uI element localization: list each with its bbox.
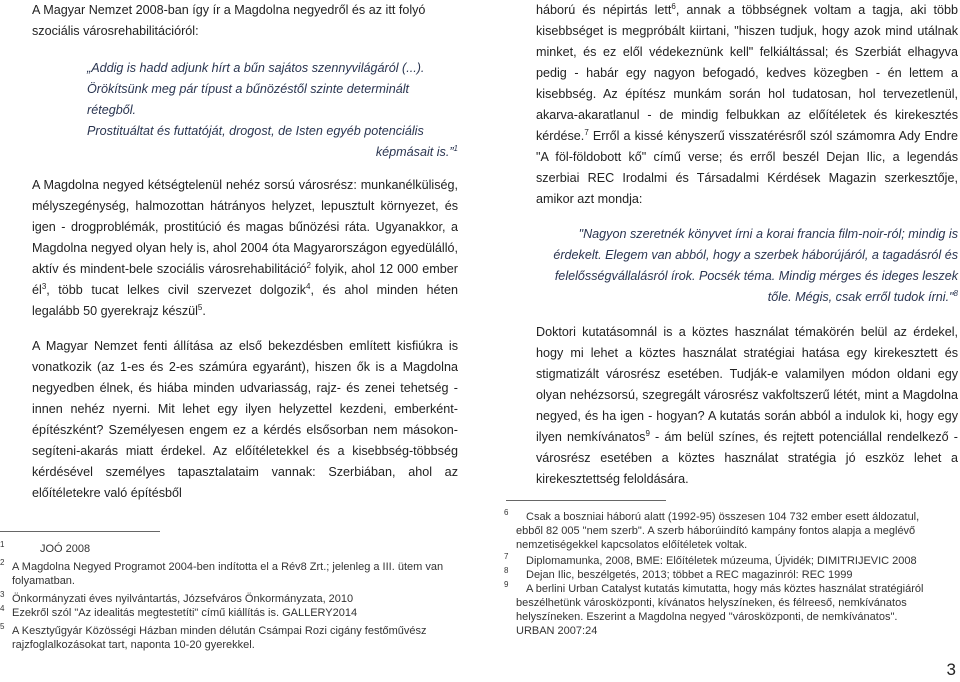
footnote-divider — [0, 531, 160, 532]
quote-line-text: képmásait is.” — [375, 145, 454, 159]
intro-paragraph: A Magyar Nemzet 2008-ban így ír a Magdolna negyedről és az itt folyó szociális városrehabilitációról: — [32, 3, 426, 38]
footnote-text: Önkormányzati éves nyilvántartás, Józsefváros Önkormányzata, 2010 — [12, 593, 354, 605]
footnote-text: Csak a boszniai háború alatt (1992-95) összesen 104 732 ember esett áldozatul, ebből 82 005 "nem szerb". A szerb háborúindító kampány fontos alapja a meglévő nemzetiségekkel kapcsolatos előítéletek voltak. — [516, 511, 920, 551]
text-run: - ám belül színes, és rejtett potenciállal rendelkező - városrész esetében a köztes használat stratégia jó eszköz lehet a kirekesztettség feloldására. — [536, 430, 958, 486]
footnote-text: A Kesztyűgyár Közösségi Házban minden délután Csámpai Rozi cigány festőművész rajzfoglalkozásokat tart, naponta 10-20 gyerekkel. — [12, 625, 427, 651]
quote-line: Örökítsünk meg pár típust a bűnözéstől szinte determinált rétegből. — [87, 82, 410, 117]
footnote-ref: 4 — [306, 281, 311, 291]
quote-line-last — [87, 142, 458, 163]
text-run: Erről a kissé kényszerű visszatérésről szól számomra Ady Endre "A föl-földobott kő" című verse; és erről beszél Dejan Ilic, a legendás szerbiai REC Irodalmi és Társadalmi Kérdések Magazin szerkesztője, amikor azt mondja: — [536, 129, 958, 206]
footnote-divider — [506, 500, 666, 501]
footnote-number: 7 — [504, 552, 509, 561]
page-number: 3 — [946, 660, 956, 679]
footnote-text: A Magdolna Negyed Programot 2004-ben indította el a Rév8 Zrt.; jelenleg a III. ütem van folyamatban. — [12, 561, 444, 587]
footnote — [0, 606, 452, 620]
footnotes-left — [0, 542, 452, 652]
footnote-ref: 8 — [953, 288, 958, 298]
footnote-text: JOÓ 2008 — [40, 543, 91, 555]
text-run: , annak a többségnek voltam a tagja, aki több kisebbséget is megpróbált kiirtani, "hiszen tudjuk, hogy azok mind utálnak minket, és ez elől védekeznünk kell" felkiáltással; és Szerbiát elhagyva pedig - habár egy nagyon befogadó, kedves közegben - én lettem a kisebbség. Az építész munkám során hol tudatosan, hol tervezetlenül, akarva-akaratlanul - de mindig felbukkan az előítéletek és kirekesztés kérdése. — [536, 3, 958, 143]
footnote — [504, 554, 938, 568]
footnote-number: 5 — [0, 622, 5, 631]
text-run: háború és népirtás lett — [536, 3, 672, 17]
footnote-text: Dejan Ilic, beszélgetés, 2013; többet a REC magazinról: REC 1999 — [526, 569, 853, 581]
footnote-number: 6 — [504, 508, 509, 517]
footnote-ref: 2 — [306, 260, 311, 270]
footnote-ref: 1 — [453, 143, 458, 153]
footnote — [0, 592, 452, 606]
footnote-text: A berlini Urban Catalyst kutatás kimutatta, hogy más köztes használat stratégiáról beszélhetünk városközponti, kívánatos helyszíneken, és félreeső, nemkívánatos helyszíneken. Eszerint a Magdolna negyed "városközponti, de nemkívánatos". URBAN 2007:24 — [516, 583, 924, 637]
footnote — [504, 582, 938, 638]
text-run: folyik, ahol 12 000 ember él — [32, 262, 458, 297]
left-column — [32, 0, 458, 504]
body-paragraph — [32, 175, 458, 322]
press-quote — [87, 58, 458, 163]
footnote-number: 1 — [0, 540, 5, 549]
quote-text: "Nagyon szeretnék könyvet írni a korai francia film-noir-ról; mindig is érdekelt. Elegem van abból, hogy a szerbek háborújáról, a tagadásról és felelősségvállalásról írok. Pocsék téma. Mindig mérges és ideges leszek tőle. Mégis, csak erről tudok írni." — [553, 227, 958, 304]
editor-quote — [544, 224, 958, 308]
body-paragraph — [536, 322, 958, 490]
footnote-number: 8 — [504, 566, 509, 575]
footnote — [0, 560, 452, 588]
footnote-ref: 5 — [197, 302, 203, 312]
footnote-number: 2 — [0, 558, 5, 567]
footnote-text: Ezekről szól "Az idealitás megtestetíti" című kiállítás is. GALLERY2014 — [12, 607, 358, 619]
footnote-number: 9 — [504, 580, 509, 589]
text-run: . — [202, 304, 206, 318]
footnote-text: Diplomamunka, 2008, BME: Előítéletek múzeuma, Újvidék; DIMITRIJEVIC 2008 — [526, 555, 917, 567]
footnote-number: 4 — [0, 604, 5, 613]
footnote — [0, 542, 452, 556]
footnote-number: 3 — [0, 590, 5, 599]
footnote-ref: 6 — [671, 1, 676, 11]
footnote-ref: 7 — [584, 127, 589, 137]
text-run: , több tucat lelkes civil szervezet dolgozik — [46, 283, 307, 297]
text-run: A Magdolna negyed kétségtelenül nehéz sorsú városrész: munkanélküliség, mélyszegénység, halmozottan hátrányos helyzet, lepusztult környezet, és igen - drogproblémák, prostitúció és magas bűnözési ráta. Ugyanakkor, a Magdolna negyed olyan hely is, ahol 2004 óta Magyarországon egyedülálló, aktív és mindent-bele szociális városrehabilitáció — [32, 178, 458, 276]
body-paragraph — [536, 0, 958, 210]
quote-line: „Addig is hadd adjunk hírt a bűn sajátos szennyvilágáról (...). — [87, 61, 425, 75]
text-run: Doktori kutatásomnál is a köztes használat témakörén belül az érdekel, hogy mi lehet a köztes használat stratégiai hatása egy kirekesztett és stigmatizált városrész esetében. Tudják-e valamilyen módon oldani egy olyan nehézsorsú, szegregált városrész vakfoltszerű létét, mint a Magdolna negyed, és ha igen - hogyan? A kutatás során abból a indulok ki, hogy egy ilyen nemkívánatos — [536, 325, 958, 444]
footnote — [504, 568, 938, 582]
body-paragraph: A Magyar Nemzet fenti állítása az első bekezdésben említett kisfiúkra is vonatkozik (az 1-es és 2-es számúra egyaránt), hiszen ők is a Magdolna negyedben élnek, és hiába minden udvariasság, rajz- és zenei tehetség - innen nehéz nyerni. Mit lehet egy ilyen helyzettel kezdeni, emberként-építészként? Személyesen engem ez a kérdés elsősorban nem másokon-segíteni-akarás miatt érdekel. Az előítéletekkel és a kisebbség-többség kérdésével személyes tapasztalataim vannak: Szerbiában, ahol az előítéletekre való építésből — [32, 339, 458, 500]
footnote-ref: 3 — [41, 281, 47, 291]
text-run: , és ahol minden héten legalább 50 gyerekrajz készül — [32, 283, 458, 318]
footnotes-right — [504, 510, 938, 638]
quote-line: Prostituáltat és futtatóját, drogost, de Isten egyéb potenciális — [87, 124, 424, 138]
footnote — [504, 510, 938, 552]
footnote — [0, 624, 452, 652]
footnote-ref: 9 — [645, 428, 650, 438]
right-column — [536, 0, 958, 490]
